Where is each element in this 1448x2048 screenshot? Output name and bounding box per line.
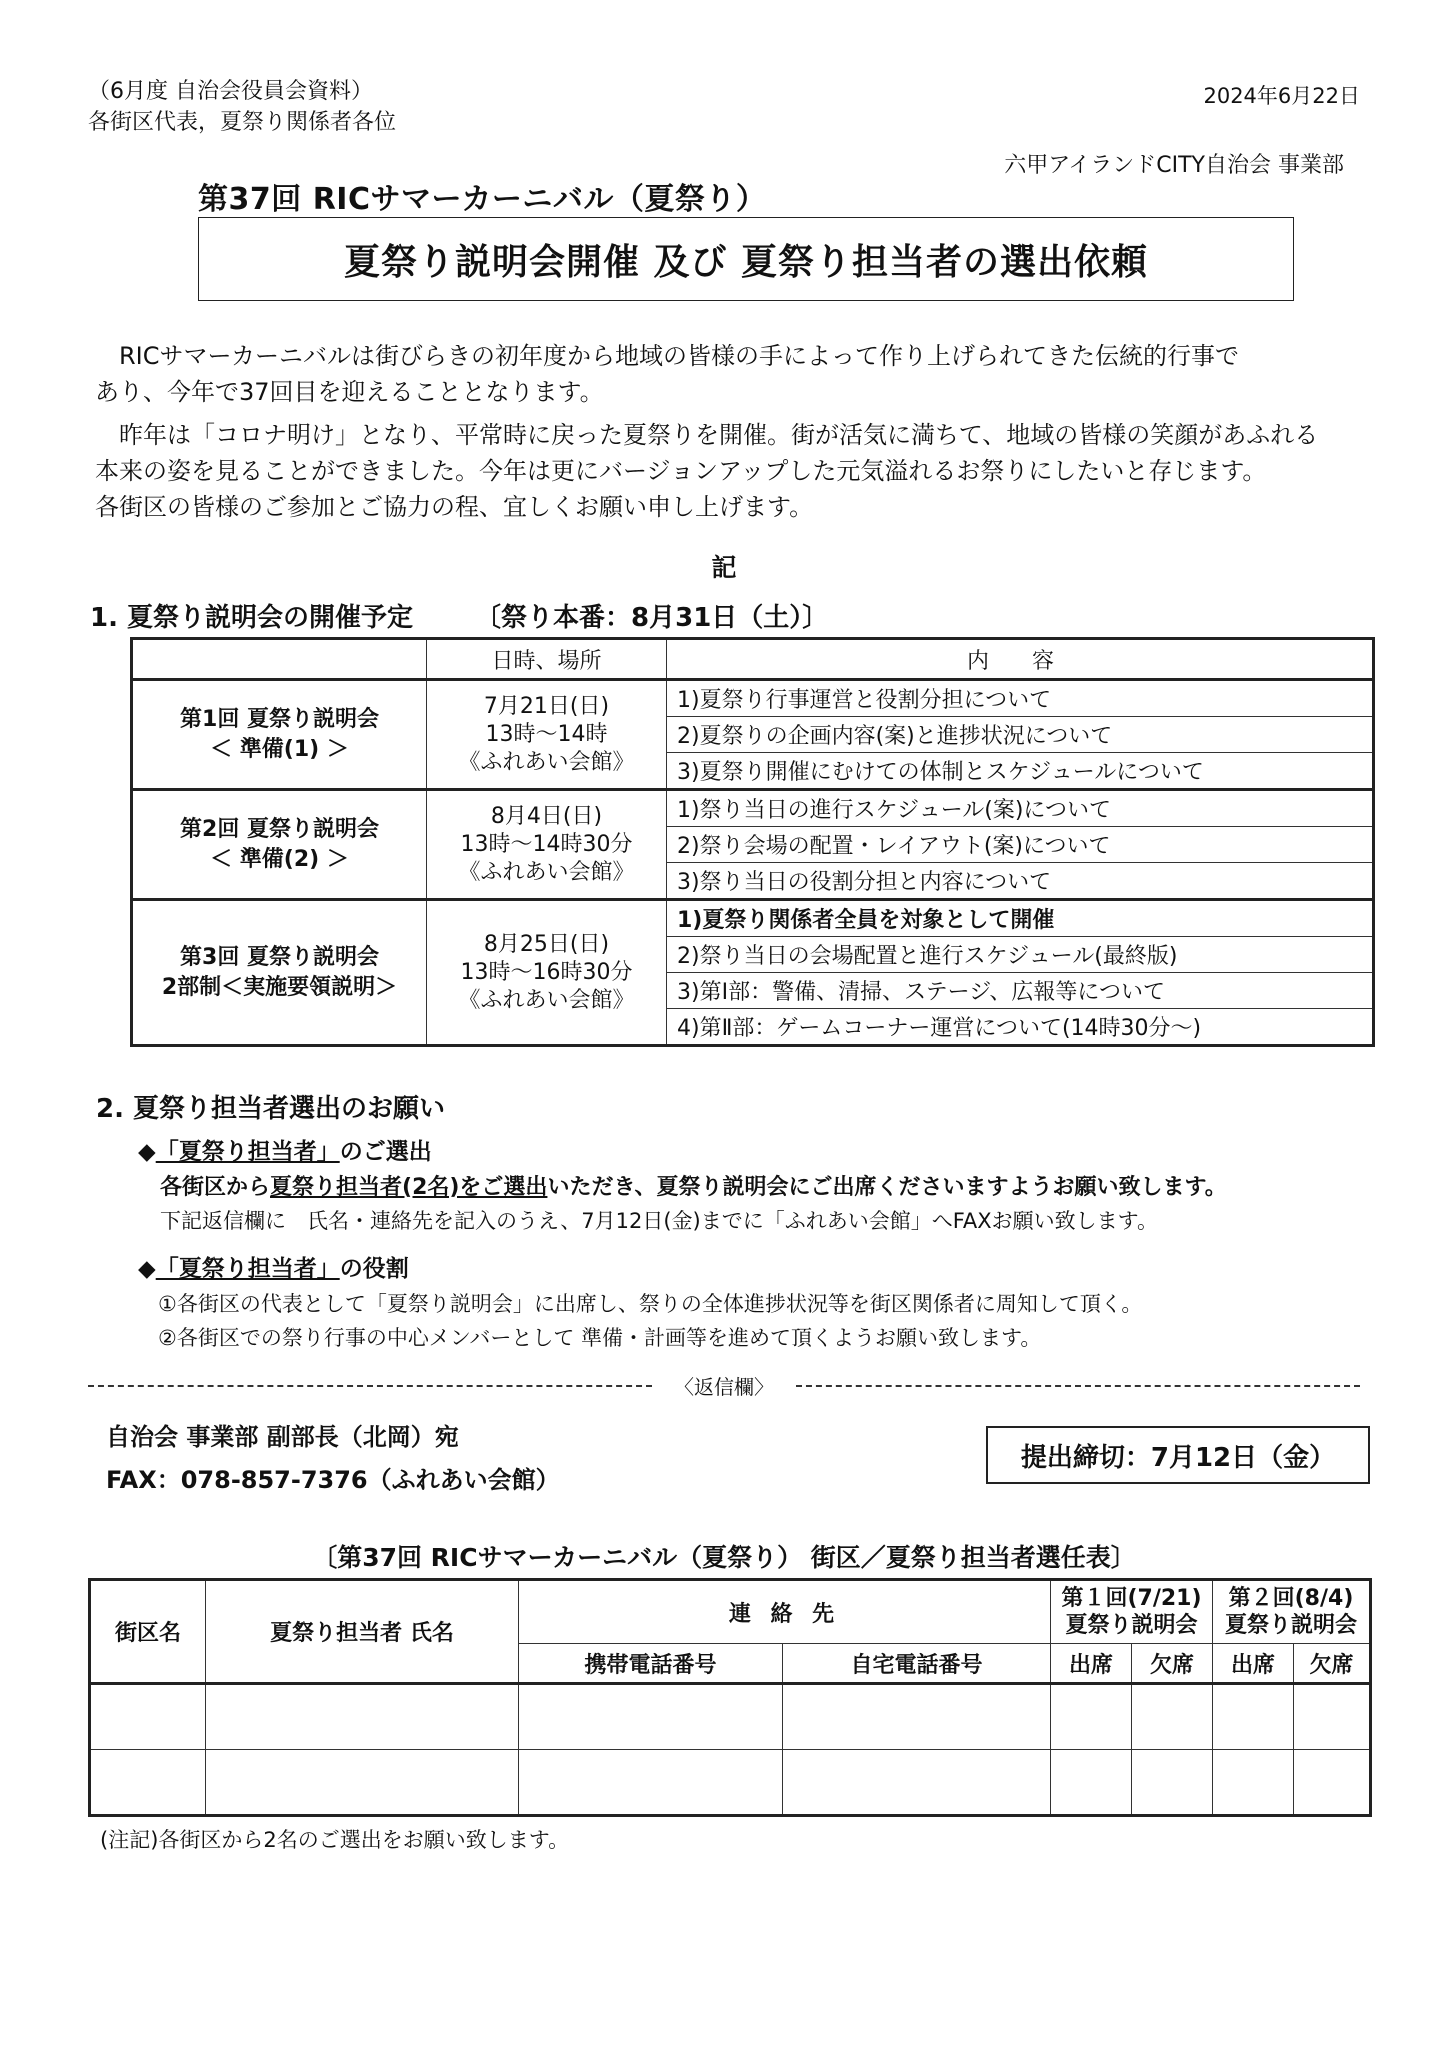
entry-home[interactable] [783,1684,1051,1750]
sub-heading-role [138,1250,409,1283]
role-item-2: ②各街区での祭り行事の中心メンバーとして 準備・計画等を進めて頂くようお願い致します。 [158,1326,1042,1350]
session-name [132,680,427,790]
session-place: 《ふれあい会館》 [458,859,635,885]
intro-line: 各街区の皆様のご参加とご協力の程、宜しくお願い申し上げます。 [95,493,814,521]
session-item: 3)祭り当日の役割分担と内容について [667,863,1374,900]
entry-staff-name[interactable] [206,1750,519,1816]
entry-attend-2[interactable] [1213,1684,1294,1750]
intro-line: 本来の姿を見ることができました。今年は更にバージョンアップした元気溢れるお祭りにしたいと存じます。 [95,457,1267,485]
intro-paragraph-1 [95,338,1375,410]
reply-label: 〈返信欄〉 [674,1375,774,1399]
section1-heading [90,597,828,634]
session-item: 1)夏祭り関係者全員を対象として開催 [667,900,1374,937]
form-header-row [90,1580,1371,1644]
session-when [427,900,667,1046]
reply-divider [88,1371,1360,1400]
col-absent-1: 欠席 [1132,1644,1213,1684]
text-span: いただき、夏祭り説明会にご出席くださいますようお願い致します。 [547,1175,1227,1200]
ki-heading: 記 [711,553,737,582]
session-item: 1)夏祭り行事運営と役割分担について [667,680,1374,717]
intro-line: RICサマーカーニバルは街びらきの初年度から地域の皆様の手によって作り上げられてきた伝統的行事で [95,342,1240,370]
diamond-bullet-icon: ◆ [138,1139,156,1165]
session-name-line: 第3回 夏祭り説明会 [180,944,379,970]
entry-block[interactable] [90,1684,206,1750]
col-block-name: 街区名 [90,1580,206,1684]
col-attend-1: 出席 [1051,1644,1132,1684]
issuer-org: 六甲アイランドCITY自治会 事業部 [1004,153,1344,178]
intro-line: 昨年は「コロナ明け」となり、平常時に戻った夏祭りを開催。街が活気に満ちて、地域の皆様の笑顔があふれる [95,421,1319,449]
session-name-line: ＜ 準備(1) ＞ [210,736,349,762]
festival-date-note: 〔祭り本番：8月31日（土）〕 [475,603,829,633]
col-home: 自宅電話番号 [783,1644,1051,1684]
text-span: 各街区から [160,1175,271,1200]
dash-line [796,1385,1360,1387]
session-name-line: ＜ 準備(2) ＞ [210,846,349,872]
entry-absent-1[interactable] [1132,1750,1213,1816]
dash-line [88,1385,652,1387]
entry-absent-1[interactable] [1132,1684,1213,1750]
session-item: 1)祭り当日の進行スケジュール(案)について [667,790,1374,827]
session-item: 3)第Ⅰ部：警備、清掃、ステージ、広報等について [667,973,1374,1009]
role-item-1: ①各街区の代表として「夏祭り説明会」に出席し、祭りの全体進捗状況等を街区関係者に周知して頂く。 [158,1292,1143,1316]
intro-line: あり、今年で37回目を迎えることとなります。 [95,378,604,406]
diamond-bullet-icon: ◆ [138,1256,156,1282]
entry-staff-name[interactable] [206,1684,519,1750]
session-item: 3)夏祭り開催にむけての体制とスケジュールについて [667,753,1374,790]
header-line2: 各街区代表，夏祭り関係者各位 [88,110,397,135]
session-when [427,790,667,900]
session-name [132,790,427,900]
session-name-line: 第1回 夏祭り説明会 [180,706,379,732]
form-entry-row [90,1750,1371,1816]
session-place: 《ふれあい会館》 [458,749,635,775]
session-date: 7月21日(日) [483,693,610,719]
col-staff-name: 夏祭り担当者 氏名 [206,1580,519,1684]
session-item: 2)祭り当日の会場配置と進行スケジュール(最終版) [667,937,1374,973]
session-name-line: 第2回 夏祭り説明会 [180,816,379,842]
document-date: 2024年6月22日 [1203,84,1360,108]
session-item: 4)第Ⅱ部：ゲームコーナー運営について(14時30分～) [667,1009,1374,1046]
col-session2-line: 夏祭り説明会 [1224,1613,1357,1638]
col-contact: 連 絡 先 [519,1580,1051,1644]
entry-home[interactable] [783,1750,1051,1816]
header-line1: （6月度 自治会役員会資料） [88,79,373,104]
reply-fax: FAX：078-857-7376（ふれあい会館） [106,1466,560,1494]
session-item: 2)夏祭りの企画内容(案)と進捗状況について [667,717,1374,753]
col-session1-line: 第１回(7/21) [1061,1586,1202,1611]
sub-heading-suffix: の役割 [339,1256,409,1282]
entry-mobile[interactable] [519,1684,783,1750]
schedule-row [132,900,1374,937]
col-absent-2: 欠席 [1294,1644,1371,1684]
form-entry-row [90,1684,1371,1750]
section1-title: 1. 夏祭り説明会の開催予定 [90,603,414,633]
entry-absent-2[interactable] [1294,1750,1371,1816]
session-place: 《ふれあい会館》 [458,987,635,1013]
section2-heading: 2. 夏祭り担当者選出のお願い [96,1094,446,1124]
selection-request-line [160,1170,1227,1201]
event-title: 第37回 RICサマーカーニバル（夏祭り） [198,182,767,217]
schedule-row [132,790,1374,827]
session-name-line: 2部制＜実施要領説明＞ [161,974,398,1000]
col-session2-line: 第２回(8/4) [1228,1586,1354,1611]
entry-attend-1[interactable] [1051,1750,1132,1816]
session-item: 2)祭り会場の配置・レイアウト(案)について [667,827,1374,863]
schedule-header-when: 日時、場所 [427,639,667,680]
session-time: 13時～14時30分 [460,831,633,857]
main-title: 夏祭り説明会開催 及び 夏祭り担当者の選出依頼 [198,217,1294,301]
entry-attend-1[interactable] [1051,1684,1132,1750]
sub-heading-title: 「夏祭り担当者」 [155,1256,340,1282]
session-date: 8月25日(日) [483,931,610,957]
entry-attend-2[interactable] [1213,1750,1294,1816]
entry-absent-2[interactable] [1294,1684,1371,1750]
selection-form-table [88,1578,1372,1817]
col-session1-line: 夏祭り説明会 [1065,1613,1198,1638]
schedule-header-row [132,639,1374,680]
col-mobile: 携帯電話番号 [519,1644,783,1684]
schedule-header-content: 内 容 [667,639,1374,680]
session-date: 8月4日(日) [490,803,603,829]
deadline-box: 提出締切：7月12日（金） [986,1426,1370,1484]
col-attend-2: 出席 [1213,1644,1294,1684]
session-when [427,680,667,790]
entry-block[interactable] [90,1750,206,1816]
schedule-header-blank [132,639,427,680]
header-left [88,76,396,138]
schedule-table [130,637,1375,1047]
form-title: 〔第37回 RICサマーカーニバル（夏祭り） 街区／夏祭り担当者選任表〕 [312,1543,1136,1572]
col-session1 [1051,1580,1213,1644]
session-time: 13時～14時 [485,721,608,747]
col-session2 [1213,1580,1371,1644]
reply-addressee: 自治会 事業部 副部長（北岡）宛 [106,1423,459,1451]
sub-heading-suffix: のご選出 [339,1139,432,1165]
session-name [132,900,427,1046]
fax-instruction-line: 下記返信欄に 氏名・連絡先を記入のうえ、7月12日(金)までに「ふれあい会館」へFAXお願い致します。 [160,1209,1158,1233]
footnote: (注記)各街区から2名のご選出をお願い致します。 [100,1828,570,1852]
schedule-row [132,680,1374,717]
entry-mobile[interactable] [519,1750,783,1816]
intro-paragraph-2 [95,417,1375,525]
sub-heading-title: 「夏祭り担当者」 [155,1139,340,1165]
sub-heading-selection [138,1133,432,1166]
underlined-span: 夏祭り担当者(2名)をご選出 [270,1175,548,1200]
session-time: 13時～16時30分 [460,959,633,985]
